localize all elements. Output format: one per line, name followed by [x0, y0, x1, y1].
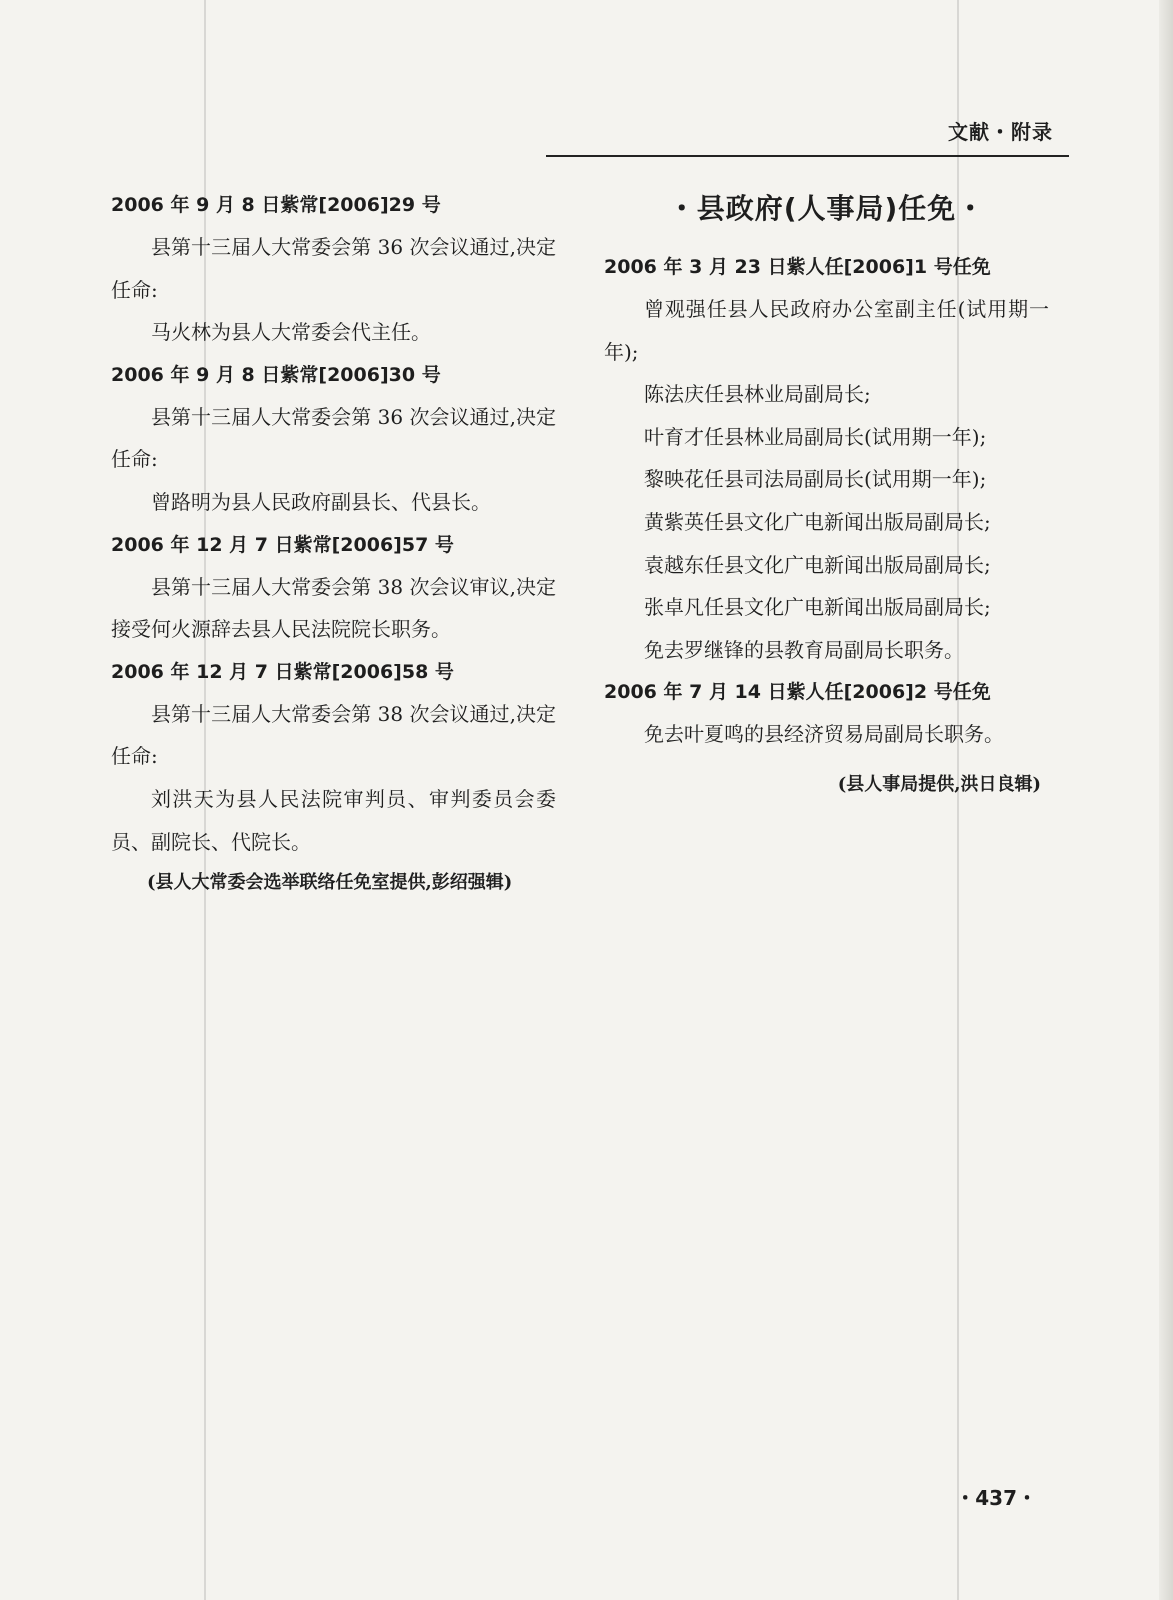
paragraph: 县第十三届人大常委会第 38 次会议通过,决定任命:: [111, 701, 556, 769]
right-column: [604, 184, 1049, 806]
paragraph: 叶育才任县林业局副局长(试用期一年);: [644, 424, 987, 449]
document-reference-heading: 2006 年 9 月 8 日紫常[2006]30 号: [111, 363, 441, 386]
paragraph: 张卓凡任县文化广电新闻出版局副局长;: [644, 595, 991, 620]
running-head: 文献・附录: [948, 120, 1053, 144]
paragraph: 曾观强任县人民政府办公室副主任(试用期一年);: [604, 297, 1049, 364]
document-reference-heading: 2006 年 9 月 8 日紫常[2006]29 号: [111, 194, 441, 216]
page-edge: [1159, 0, 1173, 1600]
paragraph: 县第十三届人大常委会第 38 次会议审议,决定接受何火源辞去县人民法院院长职务。: [111, 574, 556, 642]
header-rule: [546, 155, 1069, 157]
paragraph: 免去叶夏鸣的县经济贸易局副局长职务。: [644, 722, 1004, 747]
document-reference-heading: 2006 年 7 月 14 日紫人任[2006]2 号任免: [604, 681, 991, 704]
paragraph: 免去罗继锋的县教育局副局长职务。: [644, 637, 964, 662]
paragraph: 袁越东任县文化广电新闻出版局副局长;: [644, 552, 991, 577]
paragraph: 刘洪天为县人民法院审判员、审判委员会委员、副院长、代院长。: [111, 786, 556, 854]
left-column: [111, 184, 556, 903]
document-reference-heading: 2006 年 12 月 7 日紫常[2006]58 号: [111, 660, 454, 683]
paragraph: 马火林为县人大常委会代主任。: [151, 320, 431, 345]
document-reference-heading: 2006 年 12 月 7 日紫常[2006]57 号: [111, 533, 454, 556]
paragraph: 县第十三届人大常委会第 36 次会议通过,决定任命:: [111, 404, 556, 472]
page-number: ・437・: [955, 1486, 1037, 1510]
document-reference-heading: 2006 年 3 月 23 日紫人任[2006]1 号任免: [604, 256, 991, 278]
paragraph: 陈法庆任县林业局副局长;: [644, 382, 871, 407]
source-credit: (县人事局提供,洪日良辑): [837, 773, 1041, 795]
paragraph: 黄紫英任县文化广电新闻出版局副局长;: [644, 509, 991, 534]
section-title: ・县政府(人事局)任免・: [667, 192, 986, 225]
paragraph: 曾路明为县人民政府副县长、代县长。: [151, 489, 491, 514]
source-credit: (县人大常委会选举联络任免室提供,彭绍强辑): [147, 872, 513, 894]
paragraph: 黎映花任县司法局副局长(试用期一年);: [644, 467, 987, 492]
paragraph: 县第十三届人大常委会第 36 次会议通过,决定任命:: [111, 235, 556, 302]
